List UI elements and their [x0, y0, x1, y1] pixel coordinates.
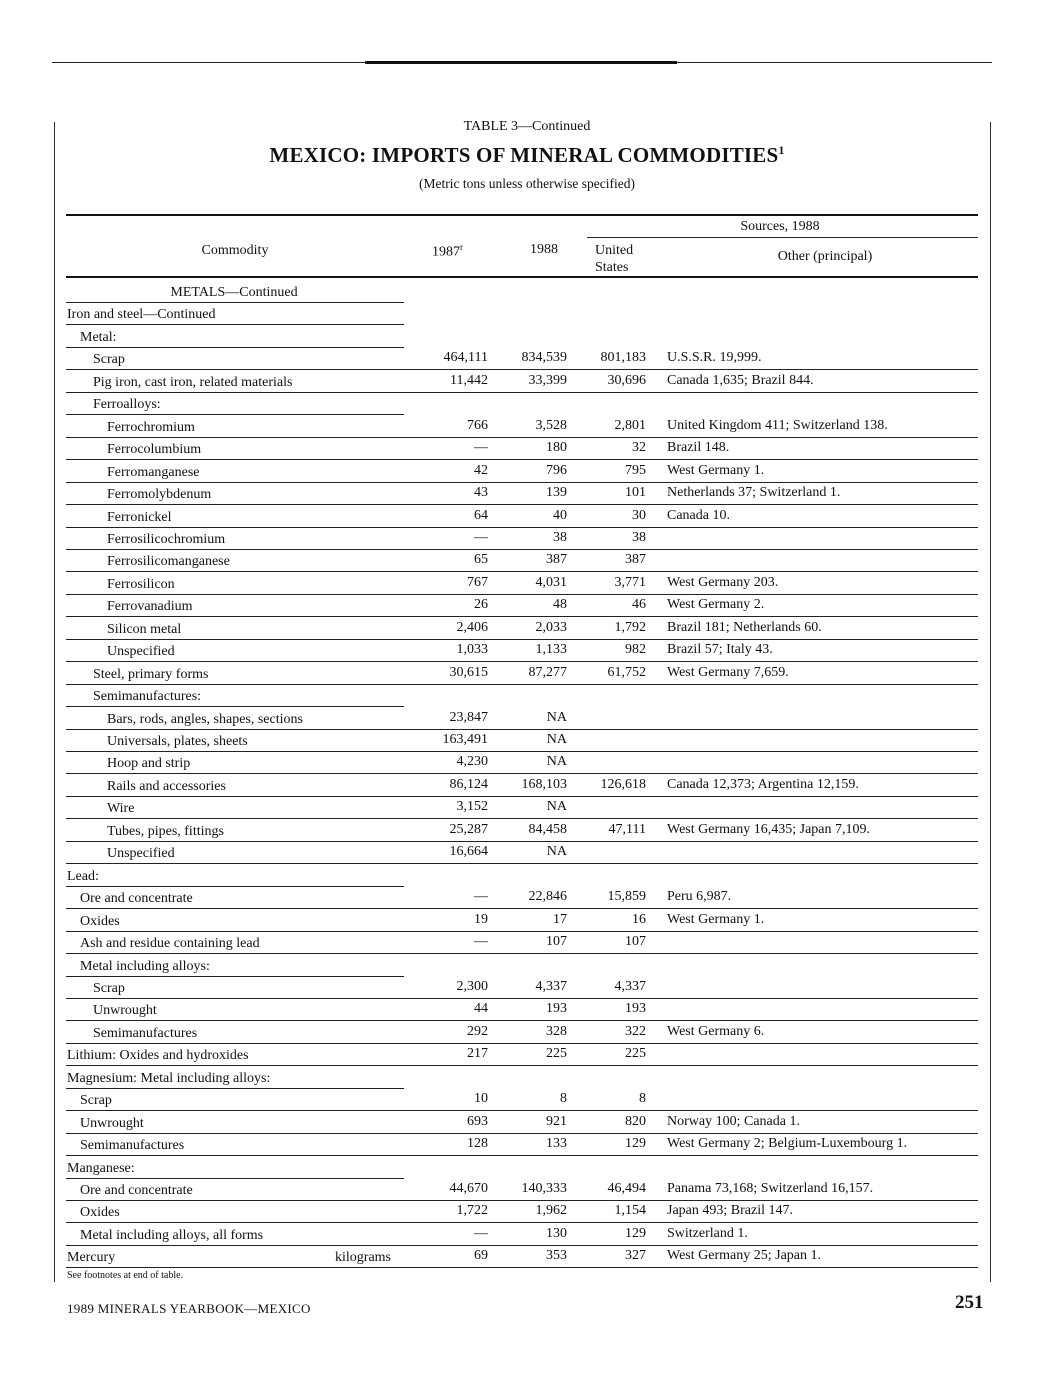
row-divider	[66, 908, 978, 909]
value-1988: 8	[560, 1091, 567, 1107]
row-label: Metal including alloys:	[80, 958, 210, 974]
value-1988: 921	[546, 1113, 567, 1129]
value-united-states: 46	[632, 597, 646, 613]
value-united-states: 4,337	[614, 978, 646, 994]
value-1988: 107	[546, 934, 567, 950]
row-label: Bars, rods, angles, shapes, sections	[107, 711, 303, 727]
value-1987: 766	[467, 417, 488, 433]
value-1988: 133	[546, 1136, 567, 1152]
row-label: Ferrocolumbium	[107, 442, 202, 458]
header-united: United	[595, 243, 634, 258]
row-label: Ferromanganese	[107, 464, 200, 480]
value-1988: 40	[553, 507, 567, 523]
row-divider	[66, 976, 404, 977]
row-divider	[66, 1020, 978, 1021]
value-1987: 43	[474, 485, 488, 501]
value-other-principal: West Germany 25; Japan 1.	[667, 1248, 821, 1264]
header-1987-text: 1987	[432, 244, 460, 260]
value-other-principal: West Germany 6.	[667, 1023, 765, 1039]
row-label: Pig iron, cast iron, related materials	[93, 374, 293, 390]
row-divider	[66, 1043, 978, 1044]
value-1988: 140,333	[521, 1181, 567, 1196]
left-margin-line	[54, 122, 55, 1282]
value-1987: 23,847	[449, 709, 488, 725]
value-united-states: 30	[632, 507, 646, 523]
header-sources: Sources, 1988	[740, 219, 820, 234]
row-label: Unwrought	[93, 1003, 157, 1019]
row-divider	[66, 1155, 978, 1156]
value-other-principal: Panama 73,168; Switzerland 16,157.	[667, 1181, 874, 1196]
value-united-states: 193	[625, 1001, 646, 1017]
row-label: Rails and accessories	[107, 778, 226, 794]
value-other-principal: Peru 6,987.	[667, 889, 732, 905]
value-united-states: 327	[625, 1248, 646, 1264]
row-label: METALS—Continued	[170, 285, 298, 300]
value-other-principal: Brazil 148.	[667, 440, 730, 456]
row-divider	[66, 684, 978, 685]
value-1987: 26	[474, 597, 488, 613]
value-other-principal: West Germany 2.	[667, 597, 765, 613]
row-label: Metal including alloys, all forms	[80, 1227, 264, 1243]
row-divider	[66, 1200, 978, 1201]
row-divider	[66, 796, 978, 797]
value-other-principal: West Germany 1.	[667, 911, 765, 927]
value-united-states: 101	[625, 485, 646, 501]
value-united-states: 8	[639, 1091, 646, 1107]
row-divider	[66, 1178, 404, 1179]
value-united-states: 107	[625, 934, 646, 950]
row-label: Unspecified	[107, 644, 175, 660]
row-divider	[66, 1088, 404, 1089]
value-1988: 84,458	[528, 821, 567, 837]
value-1987: 69	[474, 1248, 488, 1264]
footnote: See footnotes at end of table.	[67, 1270, 184, 1281]
row-label: Wire	[107, 801, 135, 817]
value-1987: 163,491	[442, 732, 488, 747]
header-states: States	[595, 260, 629, 275]
value-1988: 353	[546, 1248, 567, 1264]
row-label: Semimanufactures:	[93, 689, 202, 705]
row-label: Ore and concentrate	[80, 1183, 193, 1198]
value-united-states: 322	[625, 1023, 646, 1039]
value-1987: 2,406	[456, 619, 488, 635]
value-1988: 328	[546, 1023, 567, 1039]
value-1988: 139	[546, 485, 567, 501]
value-1988: 4,337	[535, 978, 567, 994]
row-label: Unspecified	[107, 846, 175, 862]
row-divider	[66, 504, 978, 505]
row-divider	[66, 616, 978, 617]
row-label: Ferrosilicochromium	[107, 531, 226, 547]
value-united-states: 47,111	[608, 821, 646, 837]
value-1987: 65	[474, 552, 488, 568]
value-1987: 44	[474, 1001, 488, 1017]
value-other-principal: Japan 493; Brazil 147.	[667, 1203, 793, 1219]
row-label: Scrap	[80, 1093, 112, 1109]
row-divider	[66, 549, 978, 550]
row-label: Ferrovanadium	[107, 599, 193, 615]
row-label: Steel, primary forms	[93, 666, 209, 682]
row-label: Metal:	[80, 329, 117, 345]
row-divider	[66, 886, 404, 887]
row-label: Manganese:	[67, 1160, 135, 1176]
header-commodity: Commodity	[201, 243, 269, 258]
value-1987: 128	[467, 1136, 488, 1152]
row-label: Iron and steel—Continued	[67, 307, 216, 323]
value-united-states: 1,154	[614, 1203, 646, 1219]
value-1987: —	[474, 1225, 488, 1241]
value-other-principal: West Germany 7,659.	[667, 664, 789, 680]
row-label: Oxides	[80, 913, 120, 929]
row-label: Ferroalloys:	[93, 397, 161, 413]
value-other-principal: Switzerland 1.	[667, 1225, 748, 1241]
value-1988: 225	[546, 1046, 567, 1062]
value-1988: NA	[546, 754, 567, 770]
value-united-states: 129	[625, 1225, 646, 1241]
value-united-states: 61,752	[607, 664, 646, 680]
value-united-states: 30,696	[607, 372, 646, 388]
value-1987: 4,230	[456, 754, 488, 770]
value-1988: 17	[553, 911, 567, 927]
value-1987: —	[474, 934, 488, 950]
value-1988: 87,277	[528, 664, 567, 680]
value-1987: 25,287	[449, 821, 488, 837]
row-divider	[66, 661, 978, 662]
row-divider	[66, 1065, 978, 1066]
value-1988: 48	[553, 597, 567, 613]
page-number: 251	[955, 1292, 984, 1313]
row-divider	[66, 931, 978, 932]
row-divider	[66, 482, 978, 483]
row-label: Lithium: Oxides and hydroxides	[67, 1048, 249, 1064]
row-divider	[66, 751, 978, 752]
title-text: MEXICO: IMPORTS OF MINERAL COMMODITIES	[269, 143, 779, 167]
row-label: Silicon metal	[107, 621, 182, 637]
value-1987: —	[474, 529, 488, 545]
row-divider	[66, 1222, 978, 1223]
row-divider	[66, 347, 404, 348]
value-1988: 796	[546, 462, 567, 478]
value-1988: 33,399	[528, 372, 567, 388]
value-1988: 1,962	[535, 1203, 567, 1219]
row-label: Hoop and strip	[107, 756, 191, 772]
header-bottom-rule	[66, 276, 978, 278]
row-divider	[66, 706, 404, 707]
value-1988: 387	[546, 552, 567, 568]
value-1988: 4,031	[535, 574, 567, 590]
row-label: Scrap	[93, 352, 125, 368]
value-other-principal: Brazil 181; Netherlands 60.	[667, 619, 822, 635]
value-1988: 2,033	[535, 619, 567, 635]
value-1987: 16,664	[449, 844, 488, 860]
value-1987: 30,615	[449, 664, 488, 680]
row-divider	[66, 1267, 978, 1268]
value-1987: 292	[467, 1023, 488, 1039]
sources-underline	[587, 237, 978, 238]
row-label: Unwrought	[80, 1115, 144, 1131]
value-united-states: 795	[625, 462, 646, 478]
value-other-principal: Canada 10.	[667, 507, 730, 523]
value-other-principal: West Germany 203.	[667, 574, 779, 590]
row-divider	[66, 571, 978, 572]
value-other-principal: U.S.S.R. 19,999.	[667, 350, 762, 366]
header-1988: 1988	[530, 242, 558, 257]
value-1987: —	[474, 889, 488, 905]
value-united-states: 982	[625, 642, 646, 658]
value-united-states: 15,859	[607, 889, 646, 905]
value-united-states: 387	[625, 552, 646, 568]
row-divider	[66, 302, 404, 303]
table-subtitle: (Metric tons unless otherwise specified)	[419, 176, 635, 191]
header-other: Other (principal)	[777, 249, 873, 264]
row-unit: kilograms	[335, 1250, 391, 1266]
value-united-states: 129	[625, 1136, 646, 1152]
value-1988: 130	[546, 1225, 567, 1241]
row-label: Ferromolybdenum	[107, 487, 212, 503]
value-united-states: 2,801	[614, 417, 646, 433]
value-1987: 217	[467, 1046, 488, 1062]
value-1988: 38	[553, 529, 567, 545]
value-1988: NA	[546, 799, 567, 815]
row-divider	[66, 863, 978, 864]
row-divider	[66, 527, 978, 528]
running-footer: 1989 MINERALS YEARBOOK—MEXICO	[67, 1301, 311, 1316]
value-united-states: 126,618	[600, 776, 646, 792]
row-divider	[66, 594, 978, 595]
value-1987: 86,124	[449, 776, 488, 792]
revised-mark: r	[460, 242, 463, 252]
header-top-rule	[66, 214, 978, 216]
value-1987: 3,152	[456, 799, 488, 815]
table-caption: TABLE 3—Continued	[463, 119, 591, 134]
top-rule-accent	[365, 61, 677, 64]
value-other-principal: Canada 12,373; Argentina 12,159.	[667, 776, 859, 792]
value-1987: 1,722	[456, 1203, 488, 1219]
row-divider	[66, 414, 404, 415]
value-united-states: 16	[632, 911, 646, 927]
row-divider	[66, 1245, 978, 1246]
right-margin-line	[990, 122, 991, 1282]
row-divider	[66, 392, 978, 393]
row-divider	[66, 841, 978, 842]
row-label: Ash and residue containing lead	[80, 936, 260, 952]
row-label: Oxides	[80, 1205, 120, 1221]
row-label: Ferronickel	[107, 509, 172, 525]
row-label: Universals, plates, sheets	[107, 734, 248, 749]
value-other-principal: Brazil 57; Italy 43.	[667, 642, 773, 658]
value-1987: 64	[474, 507, 488, 523]
row-label: Mercury	[67, 1250, 116, 1266]
value-united-states: 3,771	[614, 574, 646, 590]
value-1988: NA	[546, 844, 567, 860]
row-divider	[66, 1110, 978, 1111]
row-label: Semimanufactures	[80, 1138, 185, 1154]
row-label: Ferrosilicomanganese	[107, 554, 230, 570]
row-label: Lead:	[67, 868, 99, 884]
value-1987: 19	[474, 911, 488, 927]
value-1988: NA	[546, 732, 567, 747]
row-divider	[66, 998, 978, 999]
title-footnote-mark: 1	[778, 143, 785, 157]
row-label: Ferrochromium	[107, 419, 195, 435]
row-divider	[66, 324, 404, 325]
value-1987: 44,670	[449, 1181, 488, 1196]
row-divider	[66, 729, 978, 730]
value-1988: 193	[546, 1001, 567, 1017]
value-1988: 22,846	[528, 889, 567, 905]
value-1987: 2,300	[456, 978, 488, 994]
page-title	[0, 143, 1054, 168]
value-1988: 3,528	[535, 417, 567, 433]
header-1987	[432, 242, 492, 261]
value-1988: NA	[546, 709, 567, 725]
row-label: Semimanufactures	[93, 1025, 198, 1041]
value-united-states: 38	[632, 529, 646, 545]
value-1987: 464,111	[443, 350, 488, 366]
value-1988: 1,133	[535, 642, 567, 658]
value-1988: 180	[546, 440, 567, 456]
row-divider	[66, 369, 978, 370]
value-other-principal: West Germany 1.	[667, 462, 765, 478]
value-1987: 767	[467, 574, 488, 590]
value-1987: 10	[474, 1091, 488, 1107]
row-label: Magnesium: Metal including alloys:	[67, 1070, 271, 1086]
value-united-states: 820	[625, 1113, 646, 1129]
row-label: Tubes, pipes, fittings	[107, 823, 224, 839]
row-divider	[66, 459, 978, 460]
value-united-states: 1,792	[614, 619, 646, 635]
row-label: Scrap	[93, 980, 125, 996]
value-1987: 11,442	[450, 372, 488, 388]
row-divider	[66, 773, 978, 774]
value-1988: 168,103	[521, 776, 567, 792]
row-label: Ferrosilicon	[107, 576, 175, 592]
value-1987: —	[474, 440, 488, 456]
value-other-principal: Norway 100; Canada 1.	[667, 1113, 800, 1129]
row-label: Ore and concentrate	[80, 891, 193, 907]
value-other-principal: United Kingdom 411; Switzerland 138.	[667, 417, 888, 433]
row-divider	[66, 818, 978, 819]
row-divider	[66, 639, 978, 640]
value-1987: 42	[474, 462, 488, 478]
value-united-states: 46,494	[607, 1181, 646, 1196]
row-divider	[66, 953, 978, 954]
value-united-states: 225	[625, 1046, 646, 1062]
value-other-principal: West Germany 2; Belgium-Luxembourg 1.	[667, 1136, 908, 1152]
value-1987: 1,033	[456, 642, 488, 658]
row-divider	[66, 437, 978, 438]
value-1988: 834,539	[521, 350, 567, 366]
row-divider	[66, 1133, 978, 1134]
value-1987: 693	[467, 1113, 488, 1129]
value-other-principal: West Germany 16,435; Japan 7,109.	[667, 821, 870, 837]
value-other-principal: Netherlands 37; Switzerland 1.	[667, 485, 841, 501]
value-united-states: 32	[632, 440, 646, 456]
value-other-principal: Canada 1,635; Brazil 844.	[667, 372, 814, 388]
value-united-states: 801,183	[600, 350, 646, 366]
